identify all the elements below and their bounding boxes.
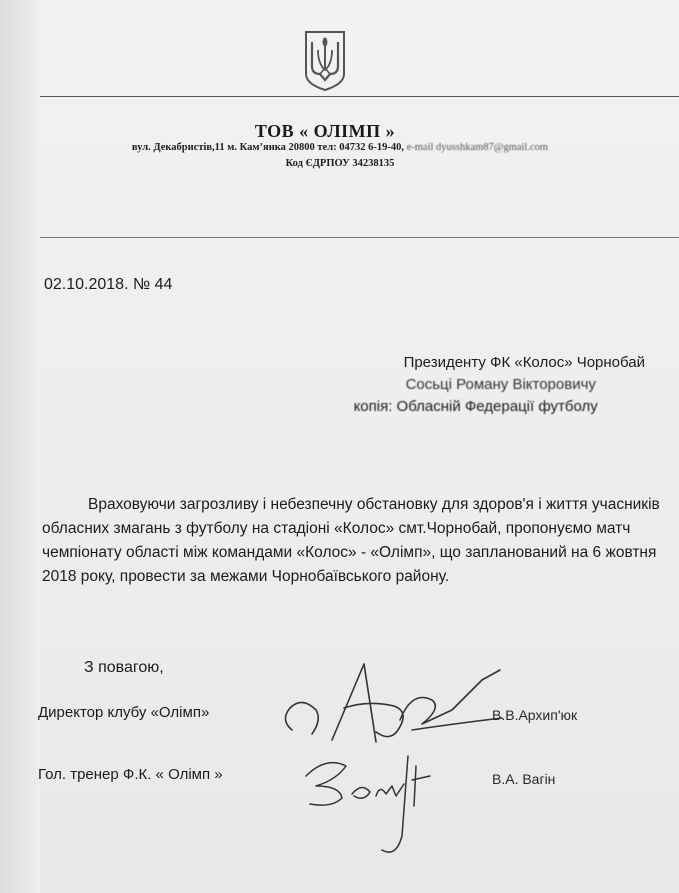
organization-name: ТОВ « ОЛІМП »	[254, 121, 396, 141]
header-divider-bottom	[40, 237, 679, 238]
recipient-line: Сосьці Роману Вікторовичу	[405, 376, 596, 393]
letter-body	[42, 493, 670, 589]
director-signature	[272, 650, 512, 760]
recipient-line: Президенту ФК «Колос» Чорнобай	[403, 354, 645, 371]
coach-title: Гол. тренер Ф.К. « Олімп »	[38, 766, 223, 783]
recipient-copy-line: копія: Обласній Федерації футболу	[353, 398, 598, 415]
recipients-block	[354, 352, 645, 418]
closing-phrase: З повагою,	[84, 659, 164, 676]
body-paragraph: Враховуючи загрозливу і небезпечну обстановку для здоров'я і життя учасників обласних змагань з футболу на стадіоні «Колос» смт.Чорнобай, пропонуємо матч чемпіонату області між командами «Колос» - «Олімп», що запланований на 6 жовтня 2018 року, провести за межами Чорнобаївського району.	[42, 496, 660, 585]
coach-signature	[296, 746, 456, 866]
header-divider-top	[40, 96, 679, 97]
email-text: e-mail dyusshkam87@gmail.com	[406, 142, 549, 153]
letter-date-number: 02.10.2018. № 44	[44, 276, 173, 293]
coach-name: В.А. Вагін	[492, 771, 556, 787]
organization-code: Код ЄДРПОУ 34238135	[285, 158, 395, 169]
director-name: В.В.Архип'юк	[492, 707, 578, 723]
address-text: вул. Декабристів,11 м. Кам’янка 20800 тел: 04732 6-19-40,	[131, 142, 404, 153]
organization-address	[40, 142, 640, 153]
director-title: Директор клубу «Олімп»	[38, 704, 210, 721]
trident-emblem-icon	[302, 30, 348, 92]
